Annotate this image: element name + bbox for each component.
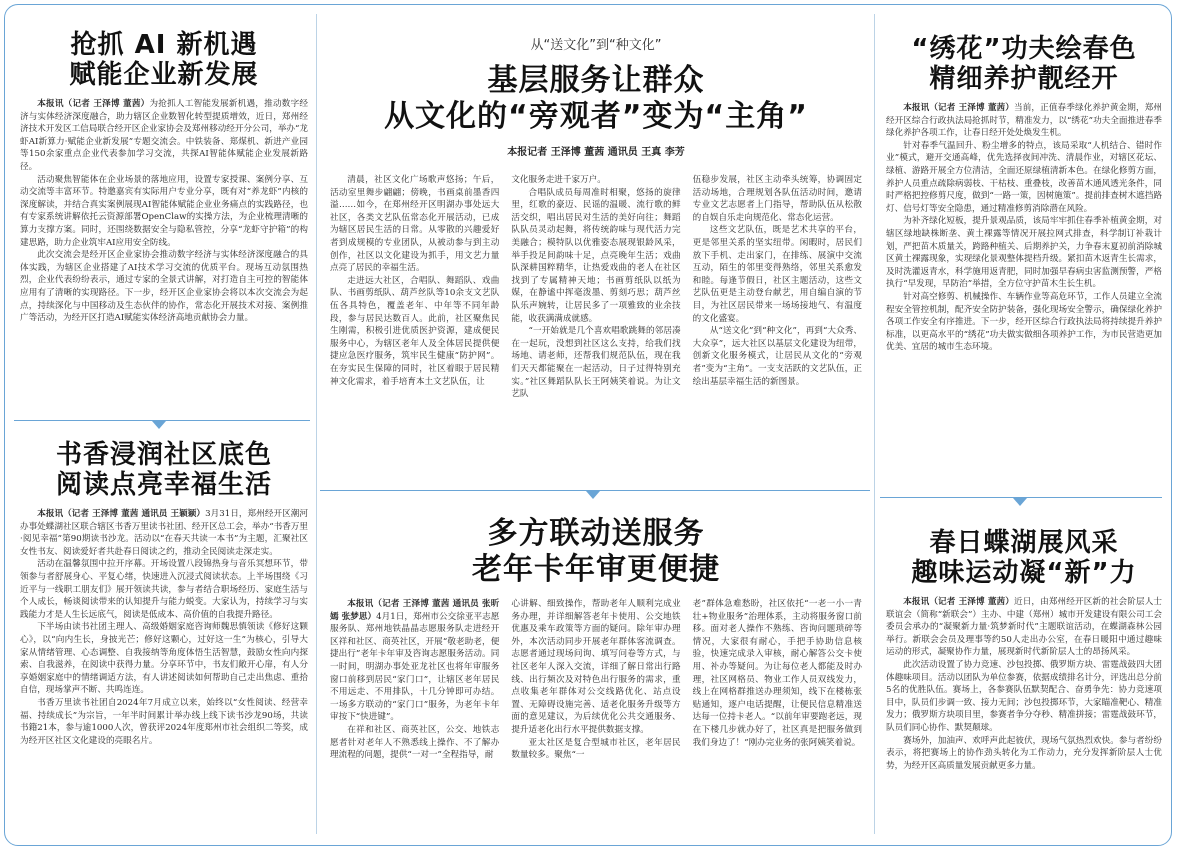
- article-culture-paragraph: 伍稳步发展，社区主动牵头统筹，协调固定活动场地，合理规划各队伍活动时间，邀请专业文艺志愿者上门指导，帮助队伍从松散的自娱自乐走向规范化、常态化运营。: [692, 175, 862, 223]
- column-divider-left: [316, 14, 317, 834]
- article-ai-title-line1: 抢抓 AI 新机遇: [70, 30, 258, 60]
- article-reading-lead: 本报讯（记者 王泽博 董茜 通讯员 王颖颖）: [37, 509, 206, 519]
- article-culture-paragraph: 文化服务走进千家万户。: [511, 175, 606, 185]
- article-culture-title-line1: 基层服务让群众: [487, 63, 705, 98]
- article-culture-column-3: [693, 174, 862, 401]
- article-reading-title-line1: 书香浸润社区底色: [55, 440, 272, 470]
- article-senior-column-3: [693, 598, 862, 762]
- divider-arrow-left: [152, 421, 166, 429]
- article-sports-paragraph: 本报讯（记者 王泽博 董茜）近日，由郑州经开区新的社会阶层人士联谊会（简称“新联会”）主办、中建（郑州）城市开发建设有限公司工会委员会承办的“凝聚新力量·筑梦新时代”主题联谊活动，在蝶湖森林公园举行。新联会会员及理事等约50人走出办公室，在春日暖阳中通过趣味运动的形式，凝聚协作力量，展现新时代新阶层人士的昂扬风采。: [886, 597, 1162, 658]
- article-flower-title-line1: “绣花”功夫绘春色: [911, 34, 1137, 64]
- article-flower-paragraph: 为补齐绿化短板，提升景观品质，该局牢牢抓住春季补植黄金期，对辖区绿地缺株断垄、黄土裸露等情况开展拉网式排查，科学制订补栽计划，严把苗木质量关，跨路种植关、后期养护关，力争春末夏初前消除城区黄土裸露现象，实现绿化景观整体提档升级。紧扣苗木返青生长需求，及时洗灌返青水，科学施用返青肥，同时加强早春病虫害监测预警，严格执行“早发现，早防治”举措，全方位守护苗木生长生机。: [886, 216, 1162, 290]
- article-sports-lead: 本报讯（记者 王泽博 董茜）: [903, 597, 1014, 607]
- article-culture-title-line2: 从文化的“旁观者”变为“主角”: [384, 99, 808, 134]
- article-culture-paragraph: 清晨，社区文化广场歌声悠扬；午后，活动室里舞步翩翩；傍晚，书画桌前墨香四溢……如今，在郑州经开区明湖办事处远大社区，各类文艺队伍常态化开展活动，已成为辖区居民生活的日常。从零散的兴趣爱好者到成规模的专业团队，从被动参与到主动创作，社区以文化建设为抓手，用文艺力量点亮了居民的幸福生活。: [330, 175, 500, 274]
- article-sports-paragraph: 赛场外，加油声、欢呼声此起彼伏，现场气氛热烈欢快。参与者纷纷表示，将把赛场上的协作劲头转化为工作动力，充分发挥新阶层人士优势，为经开区高质量发展贡献更多力量。: [886, 735, 1162, 771]
- article-culture-column-2: [511, 174, 680, 401]
- article-culture-paragraph: 走进远大社区，合唱队、舞蹈队、戏曲队、书画剪纸队、葫芦丝队等10余支文艺队伍各具特色，覆盖老年、中年等不同年龄段，参与居民达数百人。此前，社区聚焦民生刚需，积极引进优质医护资源，建成便民服务中心，为辖区老年人及全体居民提供便捷应急医疗服务，筑牢民生健康“防护网”。在夯实民生保障的同时，社区着眼于居民精神文化需求，着手培育本土文艺队伍，让: [330, 275, 500, 387]
- article-reading-paragraph: 书香万里读书社团自2024年7月成立以来，始终以“女性阅读、经营幸福、持续成长”为宗旨，一年半时间累计举办线上线下读书沙龙90场，共读书籍21本，参与逾1000人次，曾获评2024年度郑州市社会组织二等奖，成为经开区社区文化建设的亮眼名片。: [20, 697, 308, 746]
- article-reading: [20, 440, 308, 747]
- article-culture: [330, 34, 862, 401]
- article-sports-title-line1: 春日蝶湖展风采: [929, 528, 1119, 558]
- article-senior-paragraph: 亚太社区是复合型城市社区，老年居民数量较多。聚焦“一: [511, 737, 681, 761]
- article-ai-paragraph: 此次交流会是经开区企业家协会推动数字经济与实体经济深度融合的具体实践，为辖区企业搭建了AI技术学习交流的优质平台。现场互动氛围热烈，企业代表纷纷表示，通过专家的全景式讲解，对打造自主可控的智能体应用有了清晰的实现路径。下一步，经开区企业家协会将以本次交流会为起点，持续深化与中国移动及生态伙伴的协作，常态化开展技术对接、案例推广等活动，为经开区打造AI赋能实体经济高地贡献协会力量。: [20, 250, 308, 324]
- article-sports-paragraph: 此次活动设置了协力竞速、沙包投掷、俄罗斯方块、雷霆战鼓四大团体趣味项目。活动以团队为单位参赛，依据成绩排名计分，评选出总分前5名的优胜队伍。赛场上，各参赛队伍默契配合、奋勇争先：协力竞速项目中，队员们步调一致、接力无间；沙包投掷环节，大家瞄准靶心、精准发力；俄罗斯方块项目里，参赛者争分夺秒、精准拼接；雷霆战鼓环节，队员们同心协作、默契颠球。: [886, 659, 1162, 733]
- article-culture-paragraph: “一开始就是几个喜欢唱歌跳舞的邻居凑在一起玩，没想到社区这么支持，给我们找场地、请老师，还帮我们规范队伍，现在我们天天都能聚在一起活动，日子过得特别充实。”社区舞蹈队队长王阿姨笑着说。为让文艺队: [511, 326, 681, 400]
- divider-arrow-right: [1013, 498, 1027, 506]
- article-flower-paragraph: 本报讯（记者 王泽博 董茜）当前，正值春季绿化养护黄金期，郑州经开区综合行政执法局抢抓时节，精准发力，以“绣花”功夫全面推进春季绿化养护各项工作，让春日经开处处焕发生机。: [886, 103, 1162, 139]
- article-reading-title-line2: 阅读点亮幸福生活: [55, 470, 272, 500]
- article-ai: [20, 30, 308, 325]
- article-ai-paragraph: 活动聚焦智能体在企业场景的落地应用，设置专家授课、案例分享、互动交流等丰富环节。特邀嘉宾有实际用户专业分享，既有对“养龙虾”内核的深度解读，并结合真实案例展现AI智能体赋能企业业务痛点的实践路径，也有专家系统讲解依托云资源部署OpenClaw的实操方法，为企业梳理清晰的算力支撑方案。同时，还围绕数据安全与隐私管控，分享“龙虾守护箱”的构建思路，助力企业筑牢AI应用安全防线。: [20, 174, 308, 248]
- article-ai-paragraph: 本报讯（记者 王泽博 董茜）为抢抓人工智能发展新机遇，推动数字经济与实体经济深度融合，助力辖区企业数智化转型提质增效，近日，郑州经济技术开发区工信局联合经开区企业家协会及郑州移动经开分公司，举办“龙虾AI新算力·赋能企业新发展”专题交流会。中铁装备、郑煤机、新进产业园等150余家重点企业代表参加学习交流，共探AI智能体赋能企业发展新路径。: [20, 99, 308, 172]
- column-divider-right: [874, 14, 875, 834]
- article-culture-column-1: [330, 174, 499, 401]
- article-culture-kicker: 从“送文化”到“种文化”: [530, 38, 662, 53]
- article-senior-paragraph: 心讲解、细致操作，帮助老年人顺利完成业务办理，并详细解答老年卡使用、公交地铁优惠及乘车政策等方面的疑问。除年审办理外，本次活动同步开展老年群体客流调查。志愿者通过现场问询、填写问卷等方式，与社区老年人深入交流，详细了解日常出行路线、出行频次及对特色出行服务的需求，重点收集老年群体对公交线路优化、站点设置、无障碍设施完善、适老化服务升级等方面的意见建议，为后续优化公共交通服务、提升适老化出行水平提供数据支撑。: [511, 599, 681, 735]
- article-senior-column-2: [511, 598, 680, 762]
- article-ai-title-line2: 赋能企业新发展: [69, 60, 259, 90]
- article-flower-title-line2: 精细养护靓经开: [929, 64, 1119, 94]
- article-culture-byline: 本报记者 王泽博 董茜 通讯员 王真 李芳: [507, 147, 685, 158]
- article-culture-paragraph: 合唱队成员每周准时相聚，悠扬的旋律里，红歌的豪迈、民谣的温暖、流行歌的鲜活交织，唱出居民对生活的美好向往；舞蹈队队员灵动起舞，将传统韵味与现代活力完美融合；模特队以优雅姿态展现银龄风采，举手投足间韵味十足，点亮晚年生活；戏曲队深耕国粹精华，让热爱戏曲的老人在社区找到了专属精神天地；书画剪纸队以纸为媒，在静谧中挥毫泼墨、剪刻巧思；葫芦丝队乐声婉转，让居民多了一项雅致的业余技能，收获满满成就感。: [511, 187, 681, 324]
- article-senior-column-1: [330, 598, 499, 762]
- article-reading-paragraph: 本报讯（记者 王泽博 董茜 通讯员 王颖颖）3月31日，郑州经开区潮河办事处蝶湖社区联合辖区书香万里读书社团、经开区总工会，举办“书香万里·阅见幸福”第90期读书沙龙。活动以“在春天共读一本书”为主题，汇聚社区女性书友、阅读爱好者共赴春日阅读之约，推动全民阅读走深走实。: [20, 509, 309, 557]
- article-reading-paragraph: 活动在温馨氛围中拉开序幕。开场设置八段锦热身与音乐冥想环节，带领参与者舒展身心、平复心绪，快速进入沉浸式阅读状态。上半场围绕《习近平与一线职工朋友们》展开领读共读，参与者结合职场经历、家庭生活与个人成长，畅谈阅读带来的认知提升与能力蜕变。大家认为，持续学习与实践能力才是人生长远底气，阅读是低成本、高价值的自我提升路径。: [20, 559, 308, 620]
- article-senior-title-line2: 老年卡年审更便捷: [472, 552, 720, 587]
- article-flower-paragraph: 针对高空修剪、机械操作、车辆作业等高危环节，工作人员建立全流程安全管控机制，配齐安全防护装备，强化现场安全警示，确保绿化养护各项工作安全有序推进。下一步，经开区综合行政执法局将持续提升养护标准，以更高水平的“绣花”功夫做实做细各项养护工作，为市民营造更加优美、宜居的城市生态环境。: [886, 291, 1162, 353]
- article-senior-lead: 本报讯（记者 王泽博 董茜 通讯员 张昕嫣 张梦思）: [330, 599, 500, 622]
- article-culture-paragraph: 从“送文化”到“种文化”，再到“大众秀、大众享”，远大社区以基层文化建设为纽带，创新文化服务模式，让居民从文化的“旁观者”变为“主角”。一支支活跃的文艺队伍，正绘出基层幸福生活的新图景。: [692, 326, 862, 387]
- article-sports: [886, 528, 1162, 772]
- article-reading-paragraph: 下半场由读书社团主理人、高级婚姻家庭咨询师魏思慎领读《修好这颗心》，以“向内生长，身披光芒；修好这颗心，过好这一生”为核心，引导大家从情绪管理、心态调整、自我接纳等角度体悟生活智慧，鼓励女性向内探索、自我滋养，在阅读中获得力量。分享环节中，书友们敞开心扉，有人分享婚姻家庭中的情绪调适方法，有人讲述阅读如何帮助自己走出焦虑、重拾自信，现场掌声不断、共鸣连连。: [20, 622, 308, 696]
- article-ai-lead: 本报讯（记者 王泽博 董茜）: [37, 99, 150, 109]
- article-sports-title-line2: 趣味运动凝“新”力: [911, 558, 1137, 588]
- article-flower: [886, 34, 1162, 354]
- divider-arrow-middle: [586, 491, 600, 499]
- article-flower-paragraph: 针对春季气温回升、粉尘增多的特点，该局采取“人机结合、错时作业”模式，避开交通高峰，优先选择夜间冲洗、清晨作业，对辖区花坛、绿植、游路开展全方位清洁，全面还原绿植清新本色。在绿化修剪方面，养护人员重点疏除病弱枝、干枯枝、重叠枝，改善苗木通风透光条件，同时严格把控修剪尺度，做到“一路一策，因树施策”。提前排查树木遮挡路灯、信号灯等安全隐患，通过精准修剪消除潜在风险。: [886, 140, 1162, 214]
- article-senior: [330, 516, 862, 762]
- article-senior-paragraph: 本报讯（记者 王泽博 董茜 通讯员 张昕嫣 张梦思）4月1日，郑州市公交徐亚平志愿服务队、郑州地铁晶晶志愿服务队走进经开区祥和社区、商英社区，开展“敬老助老，便捷出行”老年卡年审及咨询志愿服务活动。同一时间，明湖办事处亚龙社区也将年审服务窗口前移到居民“家门口”，让辖区老年居民不用远走、不用排队，十几分钟即可办结。一场多方联动的“家门口”服务，为老年卡年审按下“快进键”。: [330, 599, 500, 723]
- article-culture-paragraph: 这些文艺队伍，既是艺术共享的平台，更是邻里关系的坚实纽带。闲暇时，居民们放下手机、走出家门，在排练、展演中交流互动，陌生的邻里变得熟络，邻里关系愈发和睦。每逢节假日，社区主题活动，这些文艺队伍更是主动登台献艺，用自编自演的节目，为社区居民带来一场场接地气、有温度的文化盛宴。: [692, 225, 862, 324]
- article-senior-paragraph: 在祥和社区、商英社区，公交、地铁志愿者针对老年人不熟悉线上操作、不了解办理流程的问题，提供“一对一”全程指导，耐: [330, 724, 500, 761]
- article-flower-lead: 本报讯（记者 王泽博 董茜）: [903, 103, 1014, 113]
- article-senior-paragraph: 老”群体急难愁盼，社区依托“一老一小一青壮+物业服务”治理体系，主动将服务窗口前移。面对老人操作不熟练、咨询问题琐碎等情况，大家很有耐心，手把手协助信息核验，快速完成录入审核，耐心解答公交卡使用、补办等疑问。为让每位老人都能及时办理，社区网格员、物业工作人员双线发力，线上在网格群推送办理须知，线下在楼栋张贴通知，逐户电话提醒，让便民信息精准送达每一位持卡老人。“以前年审要跑老远，现在下楼几步就办好了，社区真是把服务做到我们身边了！”刚办完业务的张阿姨笑着说。: [692, 599, 862, 748]
- article-senior-title-line1: 多方联动送服务: [487, 516, 705, 551]
